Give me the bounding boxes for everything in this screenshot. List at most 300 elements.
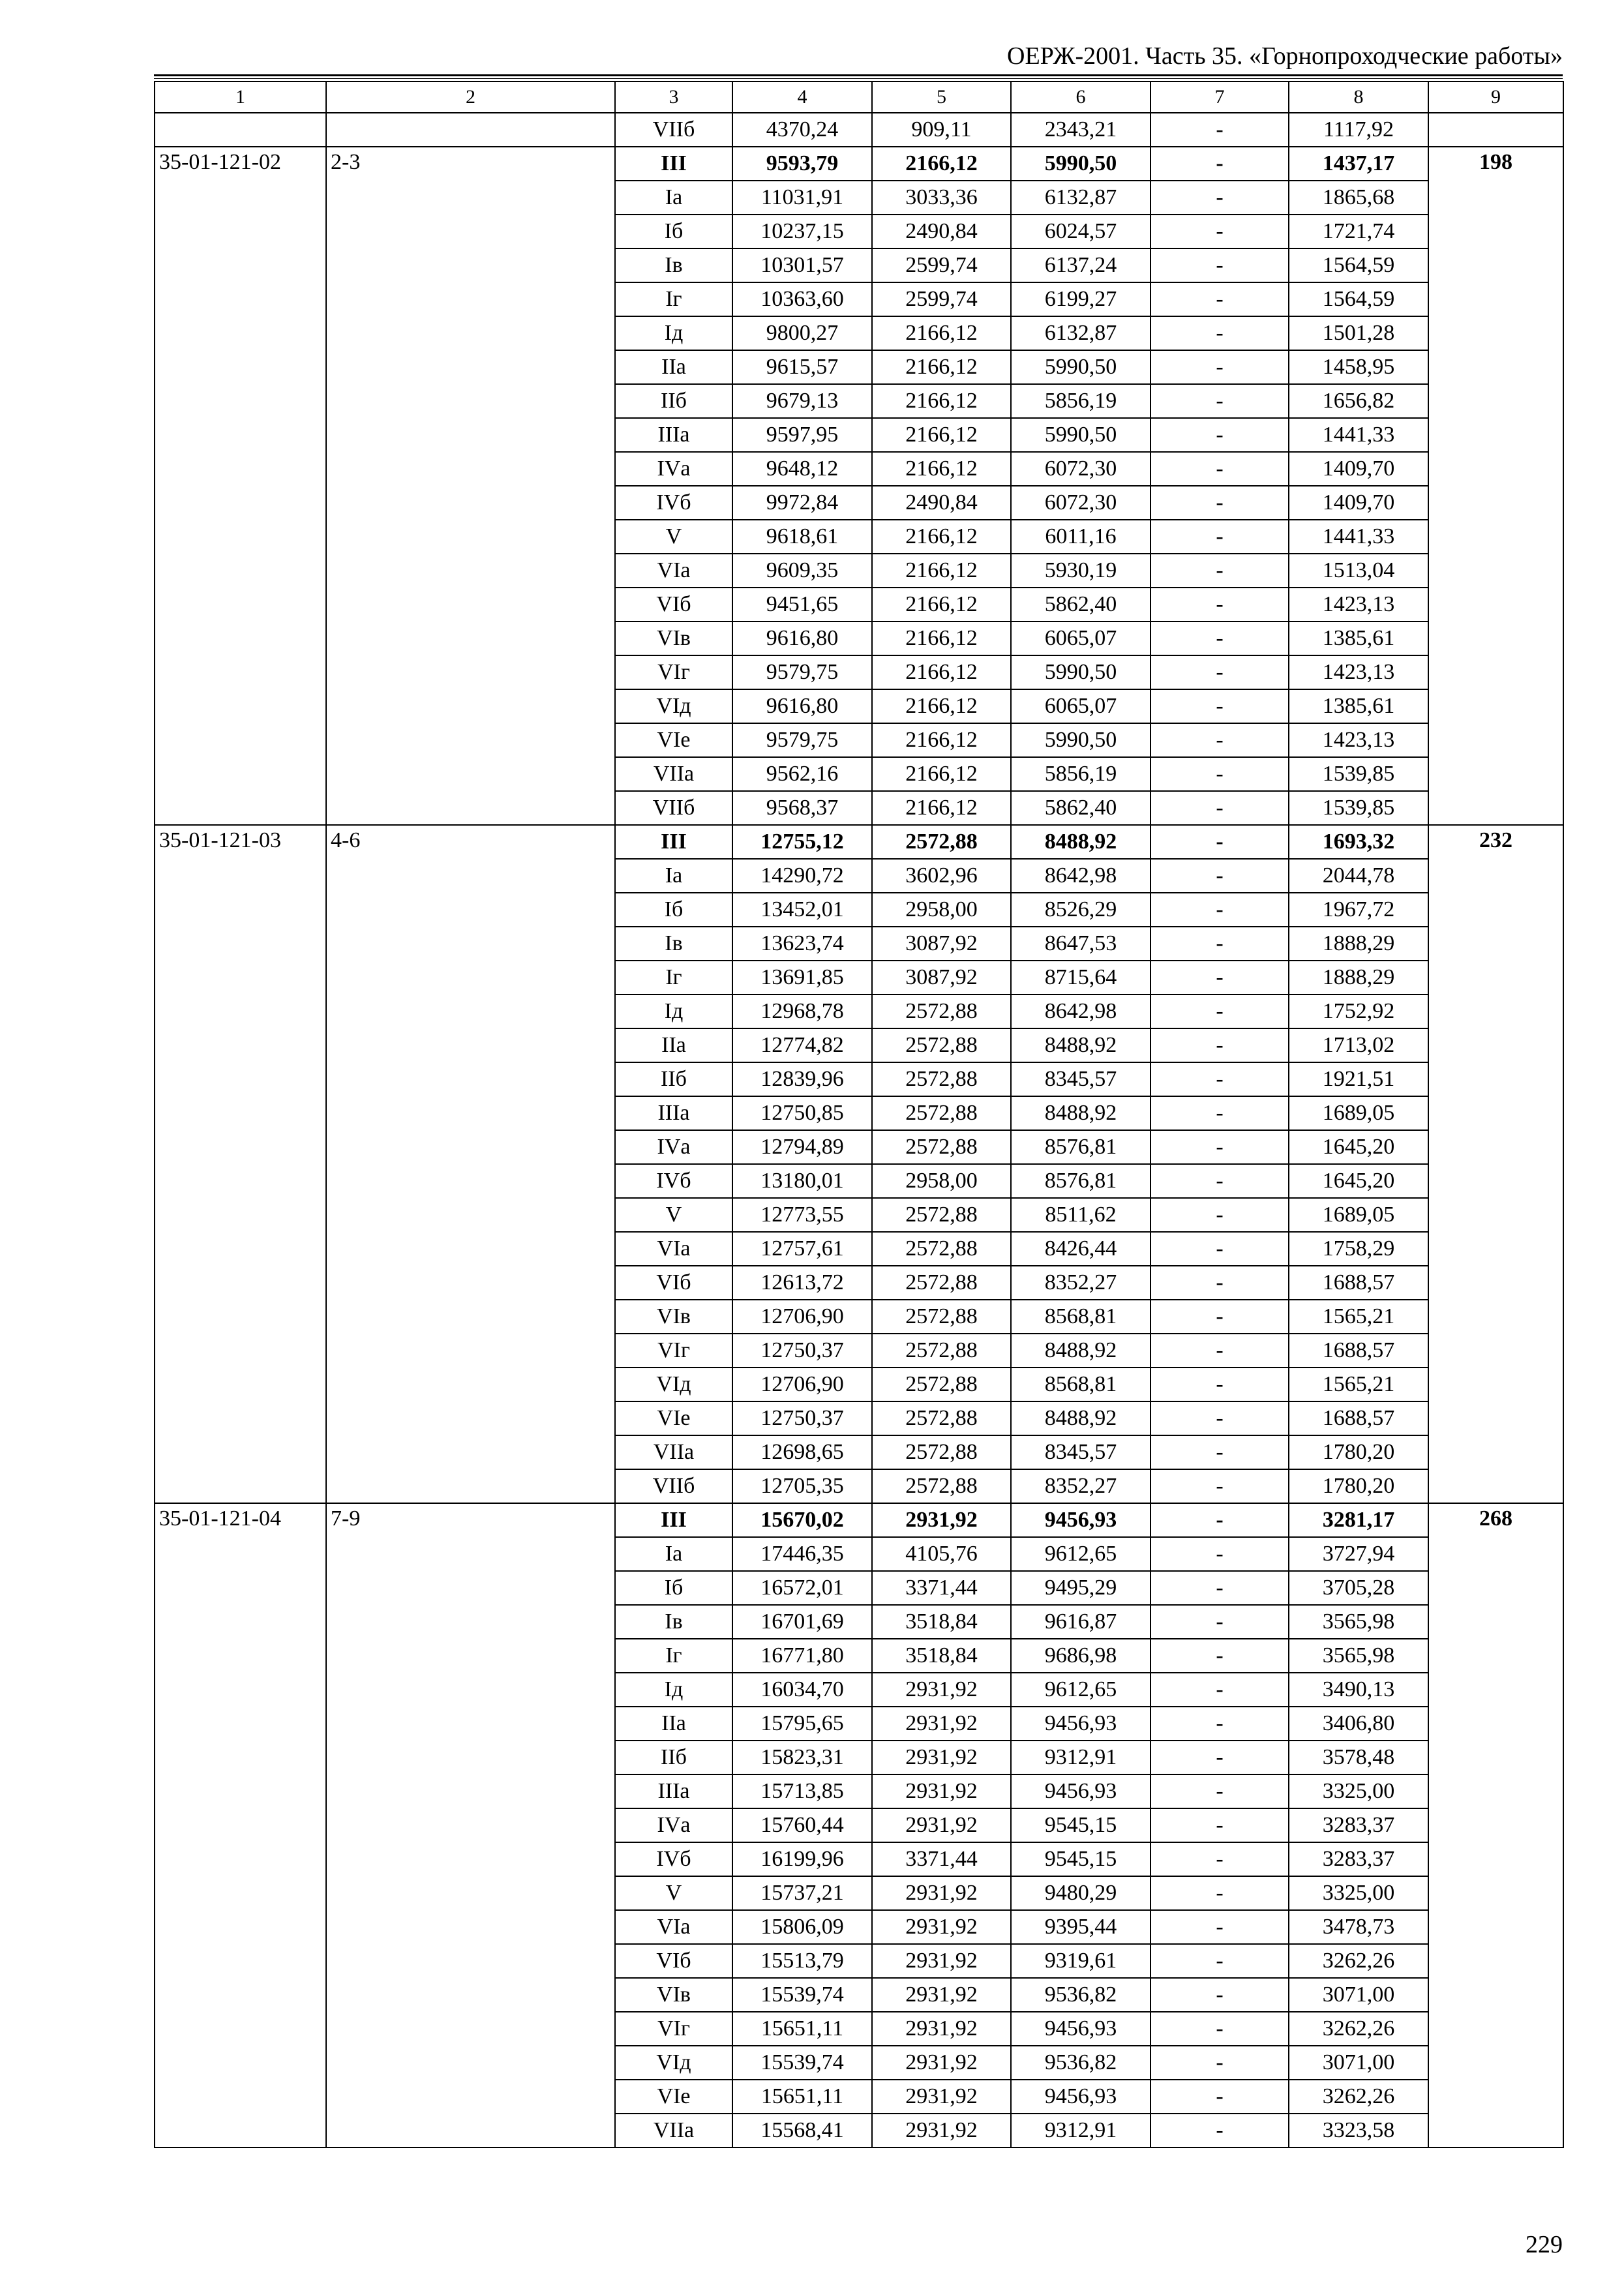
table-cell: Iг [615,282,732,316]
table-cell: 2931,92 [872,1978,1011,2012]
table-cell: 15651,11 [732,2012,872,2046]
column-number: 9 [1428,82,1563,113]
table-cell: 1780,20 [1289,1435,1428,1469]
table-cell: 1117,92 [1289,113,1428,147]
table-cell: - [1150,554,1289,588]
table-cell: V [615,1198,732,1232]
table-cell: 8568,81 [1011,1368,1150,1401]
table-cell: VIе [615,723,732,757]
table-cell: Iд [615,1673,732,1707]
table-cell: - [1150,1876,1289,1910]
table-cell: VIа [615,1232,732,1266]
table-cell: 12705,35 [732,1469,872,1503]
table-cell: 3565,98 [1289,1639,1428,1673]
table-cell: 1689,05 [1289,1198,1428,1232]
table-cell: - [1150,689,1289,723]
table-cell: - [1150,418,1289,452]
table-cell: 12839,96 [732,1062,872,1096]
table-cell: 1565,21 [1289,1300,1428,1334]
table-cell: VIе [615,2080,732,2114]
table-cell: - [1150,215,1289,248]
table-cell: 2599,74 [872,248,1011,282]
table-cell: 2572,88 [872,1469,1011,1503]
table-cell: 4105,76 [872,1537,1011,1571]
table-cell: 5990,50 [1011,350,1150,384]
table-cell: 9395,44 [1011,1910,1150,1944]
table-cell: 2166,12 [872,554,1011,588]
table-cell: 15670,02 [732,1503,872,1537]
continuation-row [155,113,1563,147]
table-cell: 1501,28 [1289,316,1428,350]
table-cell: 1441,33 [1289,418,1428,452]
table-cell: - [1150,520,1289,554]
norm-range: 4-6 [326,825,615,1503]
table-cell: 3406,80 [1289,1707,1428,1741]
table-cell: VIа [615,1910,732,1944]
table-cell: 8488,92 [1011,1401,1150,1435]
table-cell: 6065,07 [1011,689,1150,723]
table-cell: 2572,88 [872,825,1011,859]
table-cell: 1752,92 [1289,995,1428,1028]
table-cell: - [1150,1639,1289,1673]
table-cell: 1758,29 [1289,1232,1428,1266]
table-cell: 3262,26 [1289,2012,1428,2046]
table-cell: 1458,95 [1289,350,1428,384]
col9-cell [1428,113,1563,147]
table-cell: - [1150,588,1289,621]
column-number-row [155,82,1563,113]
table-cell: 1539,85 [1289,791,1428,825]
table-row [155,1503,1563,1537]
table-row [155,825,1563,859]
table-cell: 3087,92 [872,927,1011,961]
table-cell: - [1150,181,1289,215]
table-cell: Iв [615,927,732,961]
table-cell: 9536,82 [1011,1978,1150,2012]
table-cell: 9612,65 [1011,1537,1150,1571]
table-cell: 8647,53 [1011,927,1150,961]
table-cell: 2931,92 [872,2080,1011,2114]
table-cell: 2166,12 [872,384,1011,418]
page-header: ОЕРЖ-2001. Часть 35. «Горнопроходческие работы» [1007,42,1563,70]
table-cell: 6199,27 [1011,282,1150,316]
table-cell: 1423,13 [1289,723,1428,757]
table-cell: 8715,64 [1011,961,1150,995]
table-cell: VIб [615,1944,732,1978]
table-cell: 5862,40 [1011,791,1150,825]
table-cell: 12755,12 [732,825,872,859]
table-cell: - [1150,1774,1289,1808]
table-cell: 3283,37 [1289,1842,1428,1876]
table-cell: 1409,70 [1289,486,1428,520]
table-cell: 14290,72 [732,859,872,893]
table-cell: - [1150,927,1289,961]
table-cell: 2166,12 [872,621,1011,655]
table-cell: 3727,94 [1289,1537,1428,1571]
table-cell: 1441,33 [1289,520,1428,554]
table-cell: 13452,01 [732,893,872,927]
table-cell: 9615,57 [732,350,872,384]
table-cell: 5990,50 [1011,723,1150,757]
table-cell: - [1150,147,1289,181]
table-cell: Iг [615,1639,732,1673]
table-cell: 2166,12 [872,452,1011,486]
table-cell: - [1150,384,1289,418]
table-cell: 2166,12 [872,316,1011,350]
column-number: 5 [872,82,1011,113]
table-cell: - [1150,1673,1289,1707]
table-cell: 9562,16 [732,757,872,791]
table-cell: VIг [615,2012,732,2046]
table-cell: 8511,62 [1011,1198,1150,1232]
table-cell: Iд [615,995,732,1028]
table-cell: 10237,15 [732,215,872,248]
table-cell: 1565,21 [1289,1368,1428,1401]
table-cell: - [1150,995,1289,1028]
table-cell: 12773,55 [732,1198,872,1232]
table-cell: 1689,05 [1289,1096,1428,1130]
table-cell: - [1150,859,1289,893]
table-cell: 9616,87 [1011,1605,1150,1639]
table-cell: 2166,12 [872,520,1011,554]
table-cell: 2931,92 [872,2012,1011,2046]
table-cell: 3371,44 [872,1842,1011,1876]
table-cell: 6011,16 [1011,520,1150,554]
table-cell: 8642,98 [1011,859,1150,893]
table-cell: - [1150,1096,1289,1130]
table-cell: 15737,21 [732,1876,872,1910]
table-cell: - [1150,1062,1289,1096]
table-cell: 9597,95 [732,418,872,452]
table-cell: III [615,1503,732,1537]
table-cell: 13623,74 [732,927,872,961]
norm-code: 35-01-121-02 [155,147,326,825]
table-cell: - [1150,1368,1289,1401]
table-cell: 2166,12 [872,350,1011,384]
table-cell: 3518,84 [872,1605,1011,1639]
table-cell: - [1150,1130,1289,1164]
table-cell: 2044,78 [1289,859,1428,893]
table-cell: - [1150,1028,1289,1062]
table-cell: - [1150,757,1289,791]
table-cell: 12774,82 [732,1028,872,1062]
table-cell: - [1150,723,1289,757]
table-cell: 9456,93 [1011,2080,1150,2114]
table-cell: IIIа [615,1096,732,1130]
table-cell: 1564,59 [1289,282,1428,316]
table-cell: 9312,91 [1011,2114,1150,2147]
table-cell: VIг [615,1334,732,1368]
table-cell: 2572,88 [872,1232,1011,1266]
table-cell: Iа [615,1537,732,1571]
table-cell: - [1150,282,1289,316]
table-cell: 12750,85 [732,1096,872,1130]
column-number: 4 [732,82,872,113]
table-cell: 8488,92 [1011,1334,1150,1368]
table-cell: 3071,00 [1289,1978,1428,2012]
table-cell: 3518,84 [872,1639,1011,1673]
table-cell: - [1150,1605,1289,1639]
table-cell: 2572,88 [872,1334,1011,1368]
table-cell: 4370,24 [732,113,872,147]
table-cell: 8568,81 [1011,1300,1150,1334]
table-cell: IIIа [615,418,732,452]
table-cell: 3033,36 [872,181,1011,215]
table-cell: VIIа [615,2114,732,2147]
table-cell: - [1150,1571,1289,1605]
table-cell: - [1150,825,1289,859]
table-cell: 2166,12 [872,757,1011,791]
table-cell: 15513,79 [732,1944,872,1978]
table-cell: 5930,19 [1011,554,1150,588]
table-cell: 2572,88 [872,1368,1011,1401]
table-cell: 3478,73 [1289,1910,1428,1944]
table-cell: 1645,20 [1289,1164,1428,1198]
table-cell: - [1150,350,1289,384]
table-cell: 2572,88 [872,1401,1011,1435]
table-cell: 12698,65 [732,1435,872,1469]
table-cell: - [1150,1944,1289,1978]
table-cell: 3262,26 [1289,2080,1428,2114]
table-cell: Iб [615,1571,732,1605]
table-cell: 9480,29 [1011,1876,1150,1910]
table-cell: 3325,00 [1289,1774,1428,1808]
table-cell: 2931,92 [872,1944,1011,1978]
table-cell: 8488,92 [1011,825,1150,859]
table-cell: 9679,13 [732,384,872,418]
table-cell: 2931,92 [872,2046,1011,2080]
table-cell: 8345,57 [1011,1435,1150,1469]
table-cell: 9456,93 [1011,1707,1150,1741]
table-cell: 2958,00 [872,893,1011,927]
table-cell: - [1150,1503,1289,1537]
table-cell: 3071,00 [1289,2046,1428,2080]
table-cell: 2572,88 [872,1300,1011,1334]
table-cell: 16701,69 [732,1605,872,1639]
table-cell: 1780,20 [1289,1469,1428,1503]
table-cell: 5856,19 [1011,757,1150,791]
table-cell: 9616,80 [732,689,872,723]
table-cell: 9800,27 [732,316,872,350]
table-cell: 6065,07 [1011,621,1150,655]
norm-range: 7-9 [326,1503,615,2147]
header-rule-thin [154,78,1563,79]
table-cell: IIIа [615,1774,732,1808]
table-body [155,82,1563,2147]
table-cell: Iб [615,215,732,248]
column-number: 3 [615,82,732,113]
table-cell: 2931,92 [872,1910,1011,1944]
table-cell: 11031,91 [732,181,872,215]
table-cell: 1437,17 [1289,147,1428,181]
table-cell: Iа [615,181,732,215]
table-cell: 5990,50 [1011,655,1150,689]
table-cell: 6137,24 [1011,248,1150,282]
table-cell: Iв [615,248,732,282]
table-cell: 3325,00 [1289,1876,1428,1910]
table-cell: 9545,15 [1011,1842,1150,1876]
table-cell: IVа [615,452,732,486]
table-cell: 2958,00 [872,1164,1011,1198]
table-cell: 12706,90 [732,1368,872,1401]
table-cell: 9579,75 [732,723,872,757]
table-cell: 1688,57 [1289,1266,1428,1300]
table-cell: 2343,21 [1011,113,1150,147]
table-cell: 13180,01 [732,1164,872,1198]
table-cell: 15539,74 [732,1978,872,2012]
table-cell: 1385,61 [1289,689,1428,723]
table-cell: 2572,88 [872,1130,1011,1164]
table-cell: 2166,12 [872,147,1011,181]
table-cell: 2599,74 [872,282,1011,316]
table-cell: VIIб [615,1469,732,1503]
table-cell: 15760,44 [732,1808,872,1842]
column-number: 2 [326,82,615,113]
table-cell: 1888,29 [1289,927,1428,961]
table-cell: Iг [615,961,732,995]
table-cell: - [1150,2046,1289,2080]
col9-value: 198 [1428,147,1563,825]
table-cell: - [1150,791,1289,825]
table-cell: 2166,12 [872,723,1011,757]
table-cell: 1688,57 [1289,1334,1428,1368]
table-cell: 3283,37 [1289,1808,1428,1842]
table-cell: 3281,17 [1289,1503,1428,1537]
table-cell: 9609,35 [732,554,872,588]
table-cell: - [1150,1164,1289,1198]
table-cell: 16199,96 [732,1842,872,1876]
table-cell: III [615,825,732,859]
table-cell: Iа [615,859,732,893]
table-cell: - [1150,1266,1289,1300]
table-cell: 5856,19 [1011,384,1150,418]
column-number: 6 [1011,82,1150,113]
price-table [154,81,1564,2148]
table-cell: 8426,44 [1011,1232,1150,1266]
table-cell: 1423,13 [1289,655,1428,689]
table-cell: 5990,50 [1011,147,1150,181]
table-cell: 2931,92 [872,1808,1011,1842]
table-cell: VIб [615,588,732,621]
table-cell: 3262,26 [1289,1944,1428,1978]
table-cell: 16771,80 [732,1639,872,1673]
table-cell: 9568,37 [732,791,872,825]
table-cell: 8488,92 [1011,1028,1150,1062]
table-cell: 9686,98 [1011,1639,1150,1673]
table-cell: Iд [615,316,732,350]
code-cell [155,113,326,147]
table-cell: 1967,72 [1289,893,1428,927]
table-cell: 3705,28 [1289,1571,1428,1605]
table-cell: - [1150,621,1289,655]
table-cell: - [1150,486,1289,520]
table-cell: 8345,57 [1011,1062,1150,1096]
table-cell: 9319,61 [1011,1944,1150,1978]
table-cell: 8576,81 [1011,1164,1150,1198]
table-cell: 3578,48 [1289,1741,1428,1774]
table-cell: 15568,41 [732,2114,872,2147]
table-cell: 2166,12 [872,791,1011,825]
table-cell: VIд [615,689,732,723]
table-cell: 2572,88 [872,1198,1011,1232]
table-cell: 2490,84 [872,215,1011,248]
table-cell: 15806,09 [732,1910,872,1944]
column-number: 8 [1289,82,1428,113]
table-cell: 9451,65 [732,588,872,621]
table-cell: IIа [615,1028,732,1062]
col9-value: 268 [1428,1503,1563,2147]
table-cell: 3602,96 [872,859,1011,893]
table-cell: VIIб [615,113,732,147]
table-cell: 1721,74 [1289,215,1428,248]
header-rule-thick [154,74,1563,76]
table-cell: 1865,68 [1289,181,1428,215]
table-cell: 17446,35 [732,1537,872,1571]
table-cell: 2572,88 [872,1028,1011,1062]
table-cell: V [615,520,732,554]
table-cell: 2572,88 [872,1435,1011,1469]
table-cell: - [1150,655,1289,689]
table-cell: V [615,1876,732,1910]
table-cell: IVа [615,1130,732,1164]
table-cell: 2166,12 [872,588,1011,621]
table-cell: 5990,50 [1011,418,1150,452]
table-cell: Iб [615,893,732,927]
table-cell: 9456,93 [1011,2012,1150,2046]
table-cell: 9593,79 [732,147,872,181]
table-cell: VIв [615,1978,732,2012]
table-cell: - [1150,113,1289,147]
table-cell: - [1150,2012,1289,2046]
table-cell: 9579,75 [732,655,872,689]
table-cell: 12757,61 [732,1232,872,1266]
table-cell: - [1150,1300,1289,1334]
table-cell: 2931,92 [872,1774,1011,1808]
table-cell: - [1150,2114,1289,2147]
column-number: 7 [1150,82,1289,113]
table-cell: - [1150,248,1289,282]
table-cell: 3371,44 [872,1571,1011,1605]
table-cell: 15713,85 [732,1774,872,1808]
table-cell: 6132,87 [1011,181,1150,215]
table-row [155,147,1563,181]
table-cell: VIв [615,621,732,655]
table-cell: - [1150,452,1289,486]
table-cell: IIа [615,350,732,384]
table-cell: 9536,82 [1011,2046,1150,2080]
table-cell: 15795,65 [732,1707,872,1741]
table-cell: 12613,72 [732,1266,872,1300]
table-cell: 12706,90 [732,1300,872,1334]
norm-code: 35-01-121-03 [155,825,326,1503]
table-cell: 3490,13 [1289,1673,1428,1707]
table-cell: 1513,04 [1289,554,1428,588]
table-cell: 1693,32 [1289,825,1428,859]
table-cell: 9972,84 [732,486,872,520]
table-cell: 6072,30 [1011,452,1150,486]
table-cell: - [1150,893,1289,927]
table-cell: VIг [615,655,732,689]
table-cell: VIб [615,1266,732,1300]
table-cell: 15823,31 [732,1741,872,1774]
table-cell: 16034,70 [732,1673,872,1707]
table-cell: Iв [615,1605,732,1639]
table-cell: 6072,30 [1011,486,1150,520]
table-cell: - [1150,1334,1289,1368]
table-cell: IIа [615,1707,732,1741]
table-cell: - [1150,1707,1289,1741]
table-cell: - [1150,1741,1289,1774]
